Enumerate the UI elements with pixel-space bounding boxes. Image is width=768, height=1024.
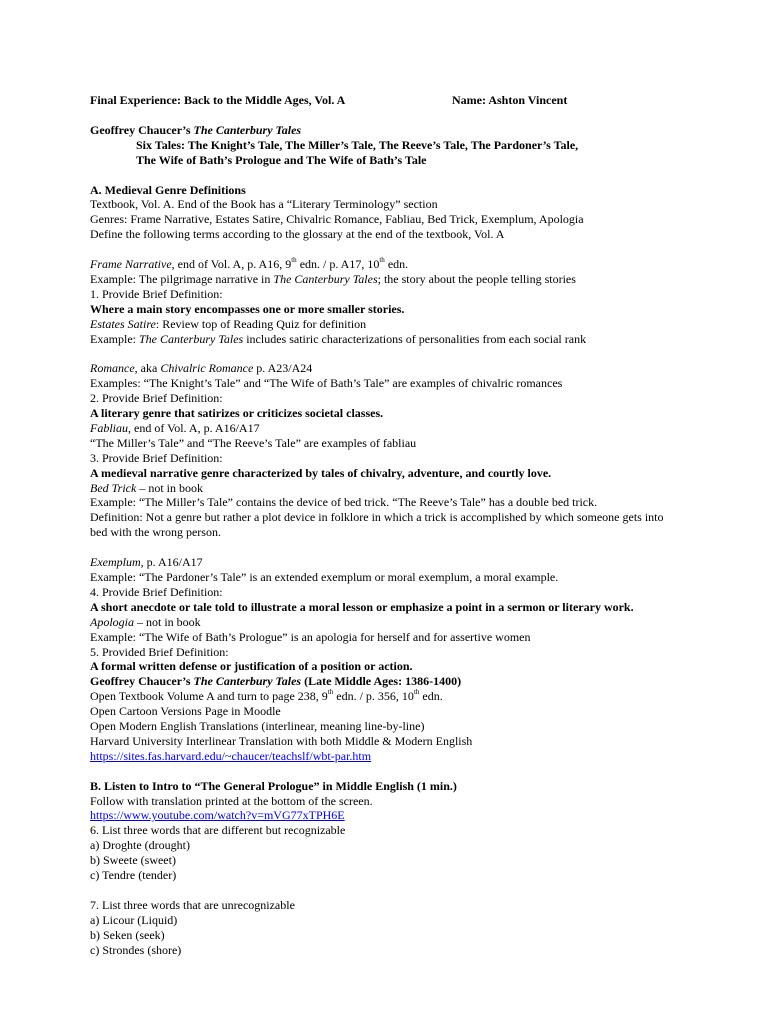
question-2-prompt: 2. Provide Brief Definition: — [90, 391, 223, 406]
question-5-prompt: 5. Provided Brief Definition: — [90, 644, 229, 659]
exemplum-example: Example: “The Pardoner’s Tale” is an extended exemplum or moral exemplum, a moral example. — [90, 570, 559, 585]
document-body — [90, 93, 690, 957]
chaucer-heading: Geoffrey Chaucer’s The Canterbury Tales (Late Middle Ages: 1386-1400) — [90, 674, 462, 689]
romance-term: Romance, aka Chivalric Romance p. A23/A24 — [90, 361, 313, 376]
open-cartoon-instruction: Open Cartoon Versions Page in Moodle — [90, 704, 281, 719]
section-a-line-1: Textbook, Vol. A. End of the Book has a “Literary Terminology” section — [90, 197, 438, 212]
question-6-prompt: 6. List three words that are different but recognizable — [90, 823, 346, 838]
question-7-item: a) Licour (Liquid) — [90, 912, 178, 927]
romance-example: Examples: “The Knight’s Tale” and “The Wife of Bath’s Tale” are examples of chivalric romances — [90, 376, 563, 391]
question-3-answer: A medieval narrative genre characterized by tales of chivalry, adventure, and courtly love. — [90, 465, 552, 480]
tales-line-1: Six Tales: The Knight’s Tale, The Miller’s Tale, The Reeve’s Tale, The Pardoner’s Tale, — [136, 137, 579, 152]
section-a-line-3: Define the following terms according to the glossary at the end of the textbook, Vol. A — [90, 227, 505, 242]
youtube-link[interactable]: https://www.youtube.com/watch?v=mVG77xTPH6E — [90, 808, 345, 823]
apologia-example: Example: “The Wife of Bath’s Prologue” is an apologia for herself and for assertive women — [90, 629, 531, 644]
question-2-answer: A literary genre that satirizes or criticizes societal classes. — [90, 406, 384, 421]
frame-narrative-term: Frame Narrative, end of Vol. A, p. A16, 9th edn. / p. A17, 10th edn. — [90, 256, 409, 272]
harvard-translation-link[interactable]: https://sites.fas.harvard.edu/~chaucer/teachslf/wbt-par.htm — [90, 748, 372, 763]
question-6-item: c) Tendre (tender) — [90, 868, 177, 882]
section-a-line-2: Genres: Frame Narrative, Estates Satire, Chivalric Romance, Fabliau, Bed Trick, Exemplum, Apologia — [90, 212, 584, 227]
question-6-item: a) Droghte (drought) — [90, 838, 190, 853]
estates-satire-term: Estates Satire: Review top of Reading Quiz for definition — [90, 316, 367, 331]
open-textbook-instruction: Open Textbook Volume A and turn to page 238, 9th edn. / p. 356, 10th edn. — [90, 688, 443, 704]
question-7-item: b) Seken (seek) — [90, 927, 165, 942]
question-1-answer: Where a main story encompasses one or more smaller stories. — [90, 301, 405, 316]
tales-line-2: The Wife of Bath’s Prologue and The Wife of Bath’s Tale — [136, 152, 427, 167]
harvard-instruction: Harvard University Interlinear Translation with both Middle & Modern English — [90, 733, 473, 748]
exemplum-term: Exemplum, p. A16/A17 — [90, 555, 203, 570]
question-3-prompt: 3. Provide Brief Definition: — [90, 450, 223, 465]
frame-narrative-example: Example: The pilgrimage narrative in The Canterbury Tales; the story about the people telling stories — [90, 272, 576, 287]
question-1-prompt: 1. Provide Brief Definition: — [90, 286, 223, 301]
open-modern-instruction: Open Modern English Translations (interlinear, meaning line-by-line) — [90, 718, 425, 733]
apologia-term: Apologia – not in book — [90, 614, 201, 629]
question-4-answer: A short anecdote or tale told to illustrate a moral lesson or emphasize a point in a sermon or literary work. — [90, 599, 634, 614]
section-b-follow: Follow with translation printed at the bottom of the screen. — [90, 793, 373, 808]
document-title: Final Experience: Back to the Middle Ages, Vol. A — [90, 93, 346, 107]
estates-satire-example: Example: The Canterbury Tales includes satiric characterizations of personalities from each social rank — [90, 331, 587, 346]
bed-trick-example: Example: “The Miller’s Tale” contains the device of bed trick. “The Reeve’s Tale” has a double bed trick. — [90, 495, 598, 510]
fabliau-term: Fabliau, end of Vol. A, p. A16/A17 — [90, 421, 260, 436]
question-4-prompt: 4. Provide Brief Definition: — [90, 584, 223, 599]
question-5-answer: A formal written defense or justification of a position or action. — [90, 659, 413, 674]
question-6-item: b) Sweete (sweet) — [90, 853, 176, 868]
intro-heading: Geoffrey Chaucer’s The Canterbury Tales — [90, 122, 302, 137]
question-7-item: c) Strondes (shore) — [90, 942, 182, 957]
question-7-prompt: 7. List three words that are unrecognizable — [90, 897, 295, 912]
section-b-heading: B. Listen to Intro to “The General Prologue” in Middle English (1 min.) — [90, 778, 457, 793]
section-a-heading: A. Medieval Genre Definitions — [90, 182, 246, 197]
student-name: Name: Ashton Vincent — [452, 93, 568, 107]
bed-trick-term: Bed Trick – not in book — [90, 480, 203, 495]
fabliau-example: “The Miller’s Tale” and “The Reeve’s Tale” are examples of fabliau — [90, 435, 417, 450]
bed-trick-definition: Definition: Not a genre but rather a plot device in folklore in which a trick is accomplished by which someone gets into bed with the wrong person. — [90, 510, 664, 540]
document-header — [90, 93, 690, 108]
